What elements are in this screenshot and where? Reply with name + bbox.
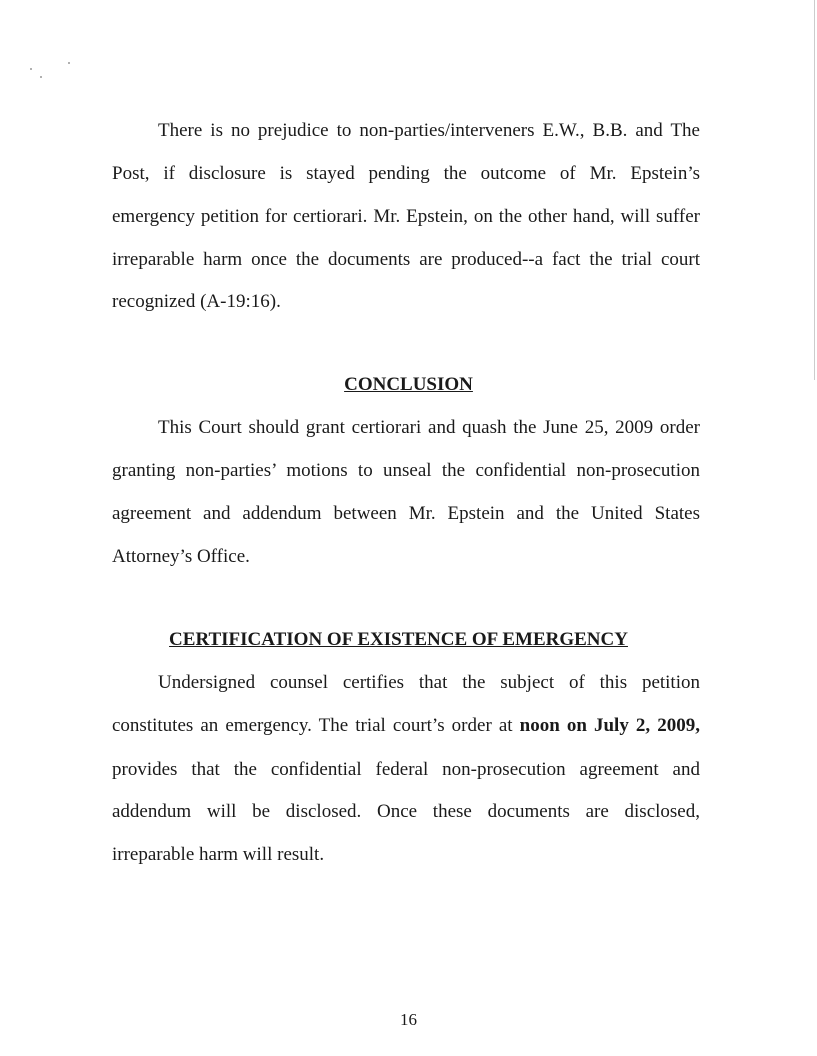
body-text-line: emergency petition for certiorari. Mr. Epstein, on the other hand, will suffer	[112, 206, 700, 227]
page-number: 16	[400, 1010, 417, 1029]
body-text-line: There is no prejudice to non-parties/interveners E.W., B.B. and The	[158, 120, 700, 141]
scan-edge-line	[814, 0, 815, 380]
scan-speck	[40, 76, 42, 78]
body-text-line: recognized (A-19:16).	[112, 291, 281, 312]
emphasized-date: noon on July 2, 2009,	[519, 715, 700, 736]
body-text-line: Post, if disclosure is stayed pending the outcome of Mr. Epstein’s	[112, 163, 700, 184]
body-text-line: addendum will be disclosed. Once these documents are disclosed,	[112, 801, 700, 822]
body-text-line: agreement and addendum between Mr. Epstein and the United States	[112, 503, 700, 524]
body-text-line: provides that the confidential federal non-prosecution agreement and	[112, 759, 700, 780]
body-text-line: This Court should grant certiorari and quash the June 25, 2009 order	[158, 417, 700, 438]
scan-speck	[68, 62, 70, 64]
body-text-line: Undersigned counsel certifies that the subject of this petition	[158, 672, 700, 693]
certification-heading: CERTIFICATION OF EXISTENCE OF EMERGENCY	[169, 629, 628, 650]
body-text-line: Attorney’s Office.	[112, 546, 250, 567]
scan-speck	[30, 68, 32, 70]
body-text-line: irreparable harm once the documents are produced--a fact the trial court	[112, 249, 700, 270]
body-text-line	[112, 715, 700, 737]
body-text-line: irreparable harm will result.	[112, 844, 325, 865]
body-text: constitutes an emergency. The trial court’s order at	[112, 715, 520, 736]
body-text-line: granting non-parties’ motions to unseal the confidential non-prosecution	[112, 460, 700, 481]
conclusion-heading: CONCLUSION	[344, 374, 473, 395]
